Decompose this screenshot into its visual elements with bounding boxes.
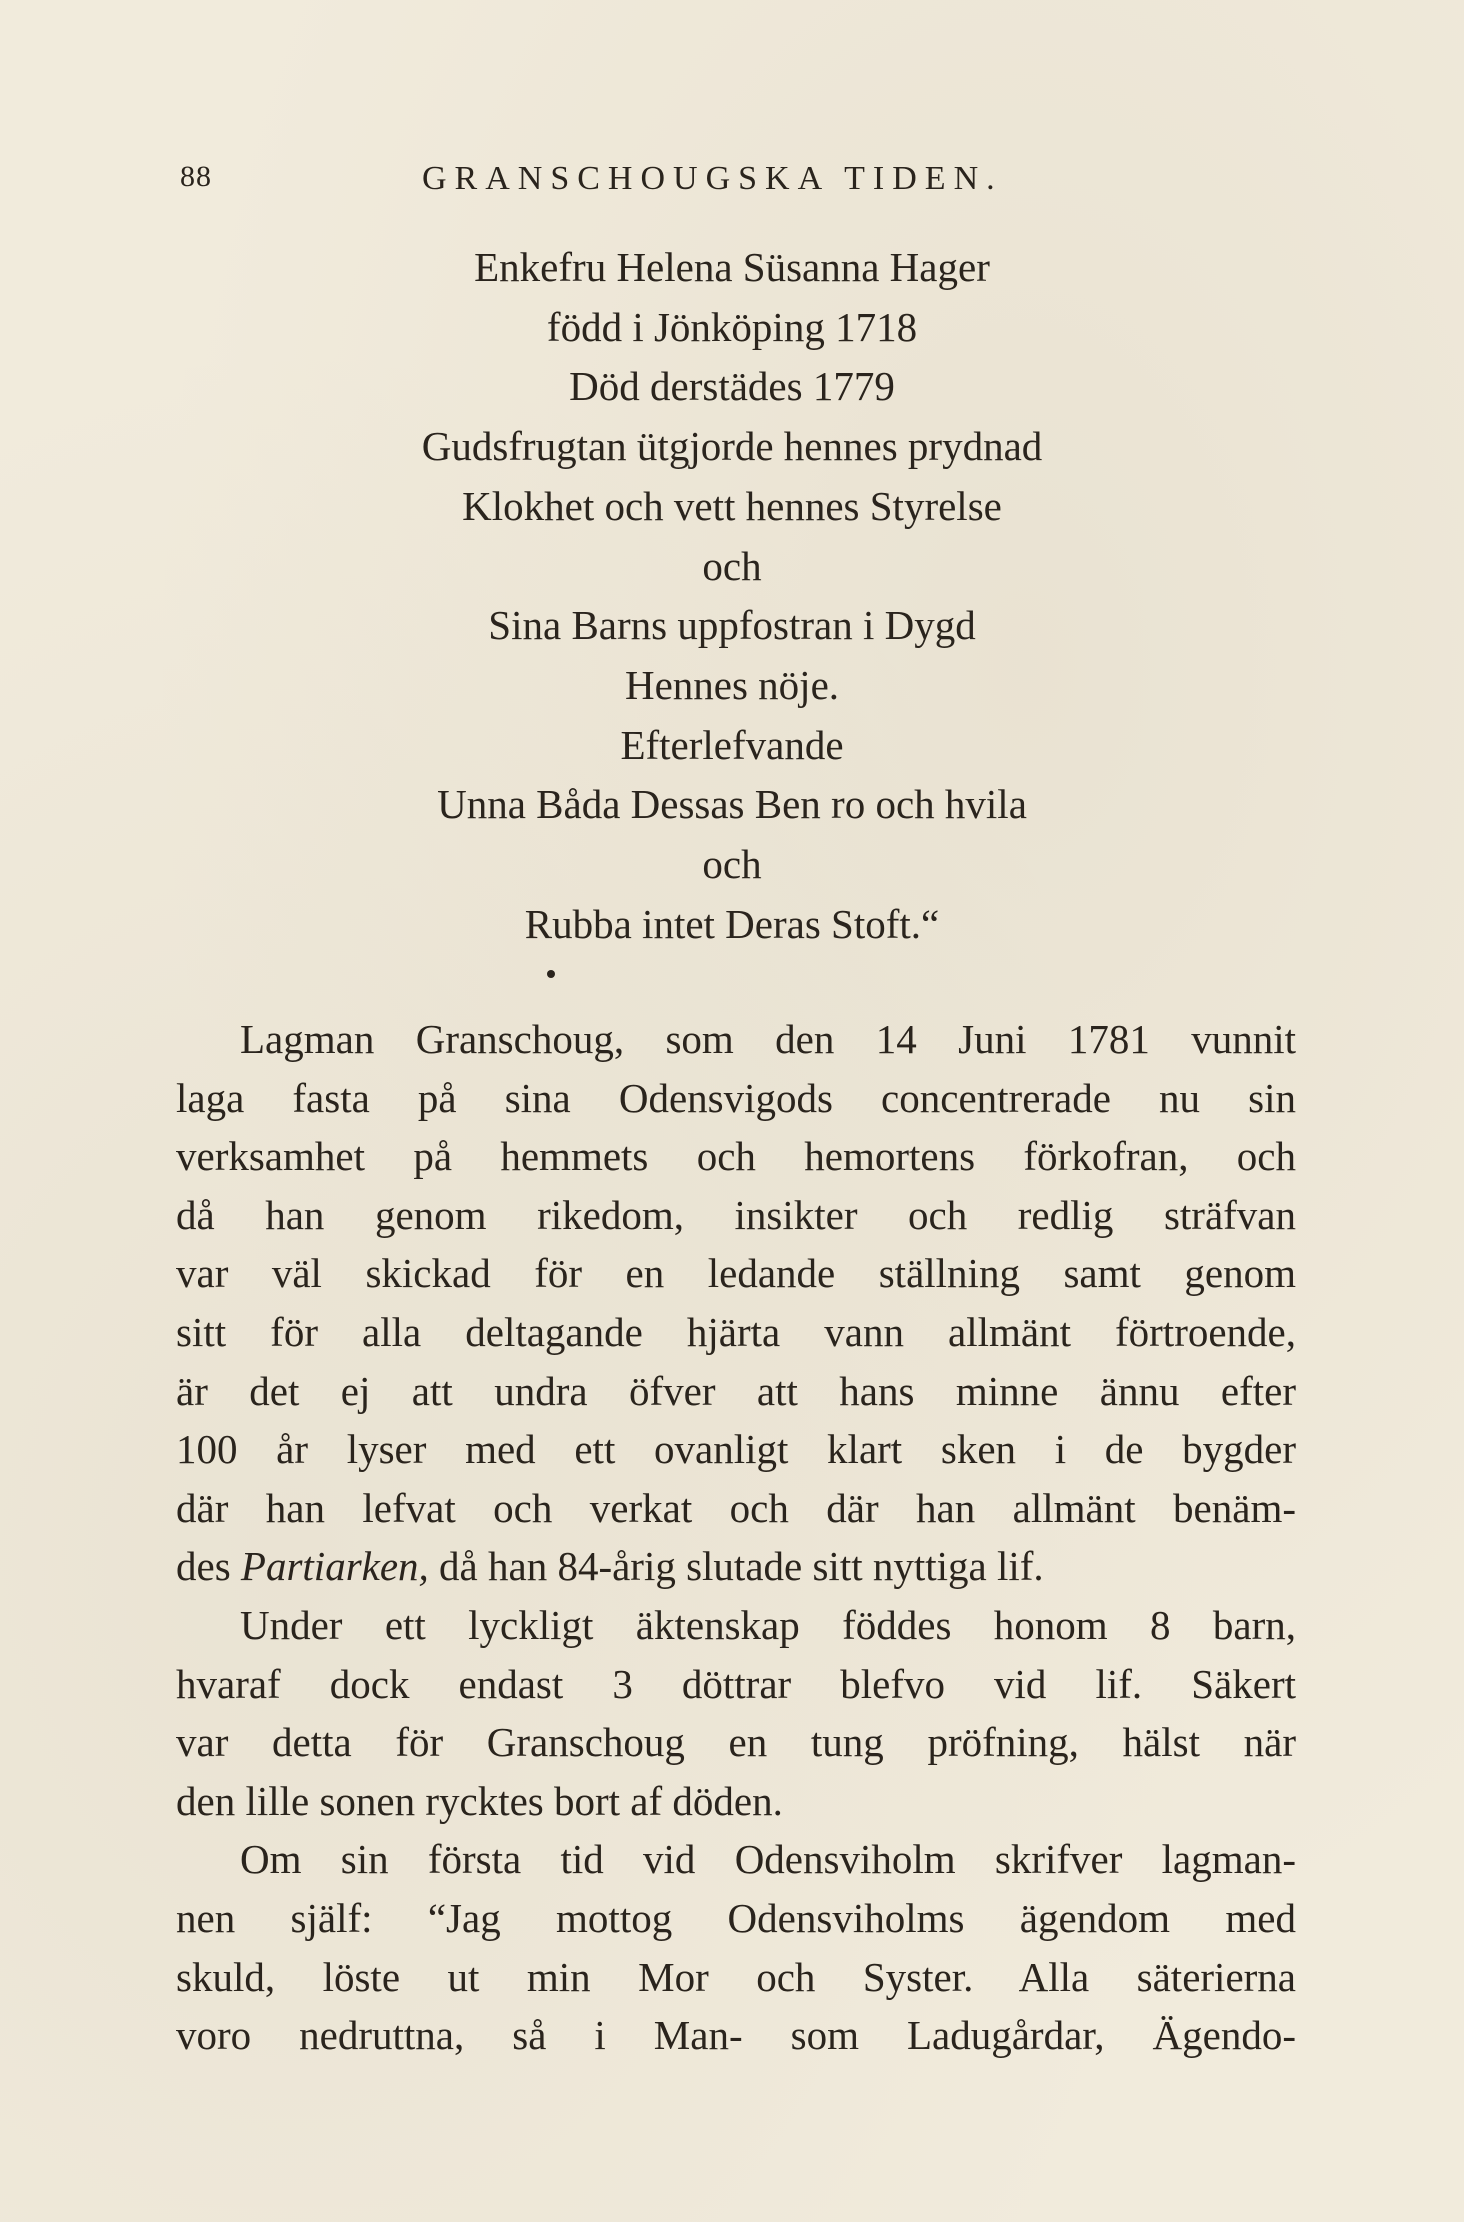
paragraph-2 — [176, 1596, 1296, 1830]
paragraph-1 — [176, 1010, 1296, 1596]
inscription-line: Efterlefvande — [620, 721, 844, 768]
inscription-line: Rubba intet Deras Stoft.“ — [524, 900, 940, 947]
inscription-line: född i Jönköping 1718 — [546, 303, 918, 350]
text-line: nen själf: “Jag mottog Odensviholms ägendom med — [176, 1894, 1296, 1941]
text-line: Lagman Granschoug, som den 14 Juni 1781 vunnit — [240, 1016, 1296, 1062]
paragraph-3 — [176, 1830, 1296, 2064]
text-line: laga fasta på sina Odensvigods concentrerade nu sin — [176, 1074, 1296, 1121]
page-number: 88 — [180, 160, 212, 193]
text-line: där han lefvat och verkat och där han allmänt benäm- — [176, 1484, 1296, 1531]
inscription-line: och — [702, 542, 762, 589]
text-line: är det ej att undra öfver att hans minne ännu efter — [176, 1367, 1296, 1414]
body-text — [176, 1010, 1296, 2065]
inscription-line: Sina Barns uppfostran i Dygd — [488, 602, 976, 649]
text-line: voro nedruttna, så i Man- som Ladugårdar, Ägendo- — [176, 2012, 1296, 2059]
separator-dot — [547, 970, 555, 978]
text-line — [176, 1537, 1296, 1596]
text-fragment: då han 84-årig slutade sitt nyttiga lif. — [428, 1543, 1044, 1590]
text-line: sitt för alla deltagande hjärta vann allmänt förtroende, — [176, 1308, 1296, 1355]
text-line: var detta för Granschoug en tung pröfning, hälst när — [176, 1719, 1296, 1766]
text-line: då han genom rikedom, insikter och redlig sträfvan — [176, 1191, 1296, 1238]
italic-term: Partiarken, — [240, 1543, 429, 1590]
text-line: var väl skickad för en ledande ställning samt genom — [176, 1250, 1296, 1297]
inscription-line: Klokhet och vett hennes Styrelse — [462, 482, 1002, 529]
page-header — [0, 160, 1464, 200]
text-line: Om sin första tid vid Odensviholm skrifver lagman- — [240, 1836, 1296, 1883]
inscription-line: Gudsfrugtan ütgjorde hennes prydnad — [421, 423, 1043, 470]
text-line: Under ett lyckligt äktenskap föddes honom 8 barn, — [240, 1601, 1296, 1648]
text-line: hvaraf dock endast 3 döttrar blefvo vid lif. Säkert — [176, 1660, 1296, 1707]
running-title: GRANSCHOUGSKA TIDEN. — [422, 160, 1003, 197]
epitaph-inscription — [0, 238, 1464, 954]
text-line: den lille sonen rycktes bort af döden. — [176, 1777, 783, 1824]
text-line: 100 år lyser med ett ovanligt klart sken i de bygder — [176, 1426, 1296, 1473]
text-line: skuld, löste ut min Mor och Syster. Alla säterierna — [176, 1953, 1296, 2000]
inscription-line: och — [702, 841, 762, 888]
text-fragment: des — [176, 1543, 241, 1590]
text-line: verksamhet på hemmets och hemortens förkofran, och — [176, 1133, 1296, 1180]
inscription-line: Hennes nöje. — [624, 661, 840, 708]
inscription-line: Död derstädes 1779 — [569, 363, 895, 410]
inscription-line: Unna Båda Dessas Ben ro och hvila — [437, 781, 1027, 828]
inscription-line: Enkefru Helena Süsanna Hager — [474, 244, 990, 290]
